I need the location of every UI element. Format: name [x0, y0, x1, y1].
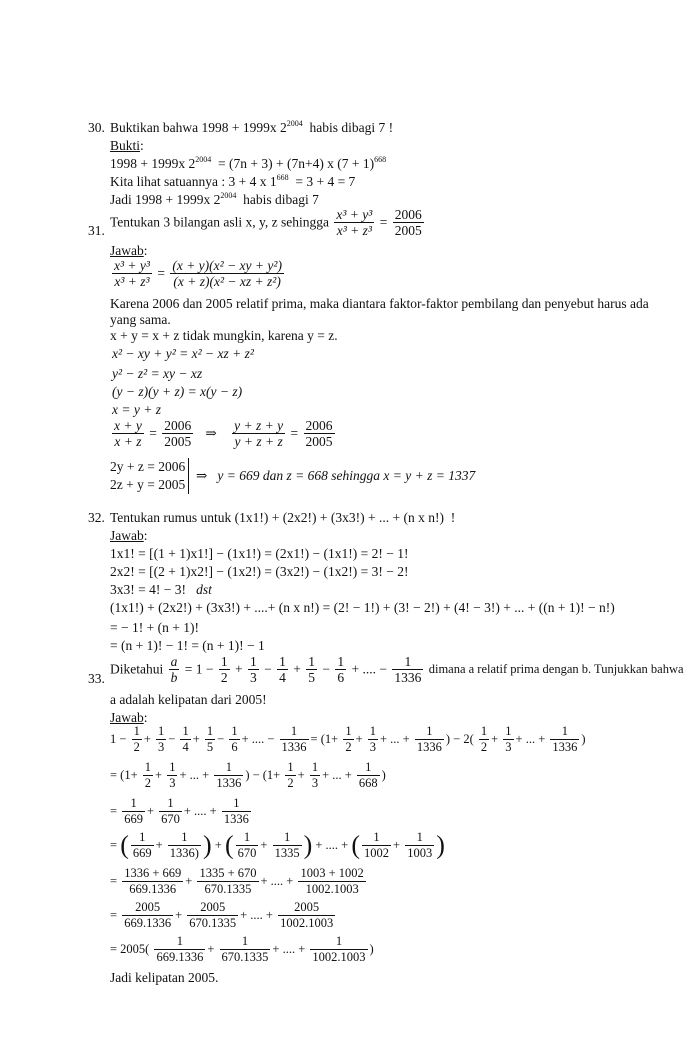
math-line: = − 1! + (n + 1)!: [110, 620, 199, 635]
proof-line-1: 1998 + 1999x $2^{2004} = (7n + 3) + (7n+4)$ x $(7 + 1)^{668}$: [110, 155, 387, 171]
problem-30-question: Buktikan bahwa 1998 + 1999x $2^{2004}$ habis dibagi 7 !: [110, 119, 394, 135]
problem-30-number: 30.: [88, 120, 105, 135]
math-line: 1x1! = [(1 + 1)x1!] − (1x1!) = (2x1!) − (1x1!) = 2! − 1!: [110, 546, 409, 561]
proof-line-2: Kita lihat satuannya : 3 + 4 x $1^{668} = 3 + 4 = 7$: [110, 173, 356, 189]
problem-32-number: 32.: [88, 510, 105, 525]
proof-line-3: Jadi 1998 + 1999x $2^{2004}$ habis dibagi 7: [110, 191, 319, 207]
problem-31-question: Tentukan 3 bilangan asli x, y, z sehingga $\frac{\text{x³ + y³}}{\text{x³ + z³}}$ = $\frac{2006}{2005}$: [110, 207, 422, 238]
problem-33-line-2: a adalah kelipatan dari 2005!: [110, 692, 267, 707]
math-step-5: = $\frac{1336 + 669}{669.1336}$ + $\frac{1335 + 670}{670.1335}$ + .... + $\frac{1003 + 1002}{1002.1003}$: [110, 866, 364, 896]
text-line: yang sama.: [110, 312, 171, 327]
system-equation: 2y + z = 2006 2z + y = 2005 ⇒ y = 669 dan z = 668 sehingga x = y + z = 1337: [110, 459, 476, 492]
ratio-equation: $\frac{x + y}{x + z}$ = $\frac{2006}{2005}$ ⇒ $\frac{y + z + y}{y + z + z}$ = $\frac{2006}{2005}$: [114, 418, 333, 449]
problem-33-number: 33.: [88, 671, 105, 686]
math-line: y² − z² = xy − xz: [112, 366, 203, 381]
problem-31-number: 31.: [88, 223, 105, 238]
math-line: 2x2! = [(2 + 1)x2!] − (1x2!) = (3x2!) − (1x2!) = 3! − 2!: [110, 564, 409, 579]
math-step-3: = $\frac{1}{669}$ + $\frac{1}{670}$ + .... + $\frac{1}{1336}$: [110, 796, 249, 826]
text-line: Karena 2006 dan 2005 relatif prima, maka diantara faktor-faktor pembilang dan penyebut harus ada: [110, 296, 649, 311]
math-step-6: = $\frac{2005}{669.1336}$ + $\frac{2005}{670.1335}$ + .... + $\frac{2005}{1002.1003}$: [110, 900, 334, 930]
problem-33-question: Diketahui $\frac{a}{b}$ = 1 − $\frac{1}{2}$ + $\frac{1}{3}$ − $\frac{1}{4}$ + $\frac{1}{5}$ − $\frac{1}{6}$ + .... − $\frac{1}{1336}$ dimana a relatif prima dengan b. Tunjukkan bahwa: [110, 654, 684, 685]
math-line: x = y + z: [112, 402, 161, 417]
math-step-4: = ( $\frac{1}{669}$ + $\frac{1}{1336)}$ ) + ( $\frac{1}{670}$ + $\frac{1}{1335}$ ) + .... + ( $\frac{1}{1002}$ + $\frac{1}{1003}$ ): [110, 830, 445, 860]
math-step-1: 1 − $\frac{1}{2}$ + $\frac{1}{3}$ − $\frac{1}{4}$ + $\frac{1}{5}$ − $\frac{1}{6}$ + .... − $\frac{1}{1336}$ = (1+ $\frac{1}{2}$ + $\frac{1}{3}$ + ... + $\frac{1}{1336}$ ) − 2( $\frac{1}{2}$ + $\frac{1}{3}$ + ... + $\frac{1}{1336}$ ): [110, 724, 586, 754]
math-line: 3x3! = 4! − 3! dst: [110, 582, 212, 597]
answer-label: Jawab:: [110, 710, 148, 725]
math-line: x² − xy + y² = x² − xz + z²: [112, 346, 254, 361]
math-step-7: = 2005( $\frac{1}{669.1336}$ + $\frac{1}{670.1335}$ + .... + $\frac{1}{1002.1003}$ ): [110, 934, 374, 964]
math-step-2: = (1+ $\frac{1}{2}$ + $\frac{1}{3}$ + ... + $\frac{1}{1336}$ ) − (1+ $\frac{1}{2}$ + $\frac{1}{3}$ + ... + $\frac{1}{668}$ ): [110, 760, 386, 790]
math-line: = (n + 1)! − 1! = (n + 1)! − 1: [110, 638, 265, 653]
math-line: (1x1!) + (2x2!) + (3x3!) + ....+ (n x n!) = (2! − 1!) + (3! − 2!) + (4! − 3!) + ... + ((n + 1)! − n!): [110, 600, 615, 615]
factor-equation: $\frac{\text{x³ + y³}}{\text{x³ + z³}}$ = $\frac{\text{(x + y)(x² − xy + y²)}}{\text{(x + z)(x² − xz + z²)}}$: [114, 258, 282, 289]
problem-32-question: Tentukan rumus untuk (1x1!) + (2x2!) + (3x3!) + ... + (n x n!) !: [110, 510, 456, 525]
proof-label: Bukti:: [110, 138, 144, 153]
answer-label: Jawab:: [110, 528, 148, 543]
math-line: (y − z)(y + z) = x(y − z): [112, 384, 243, 399]
answer-label: Jawab:: [110, 243, 148, 258]
text-line: x + y = x + z tidak mungkin, karena y = z.: [110, 328, 338, 343]
conclusion: Jadi kelipatan 2005.: [110, 970, 219, 985]
